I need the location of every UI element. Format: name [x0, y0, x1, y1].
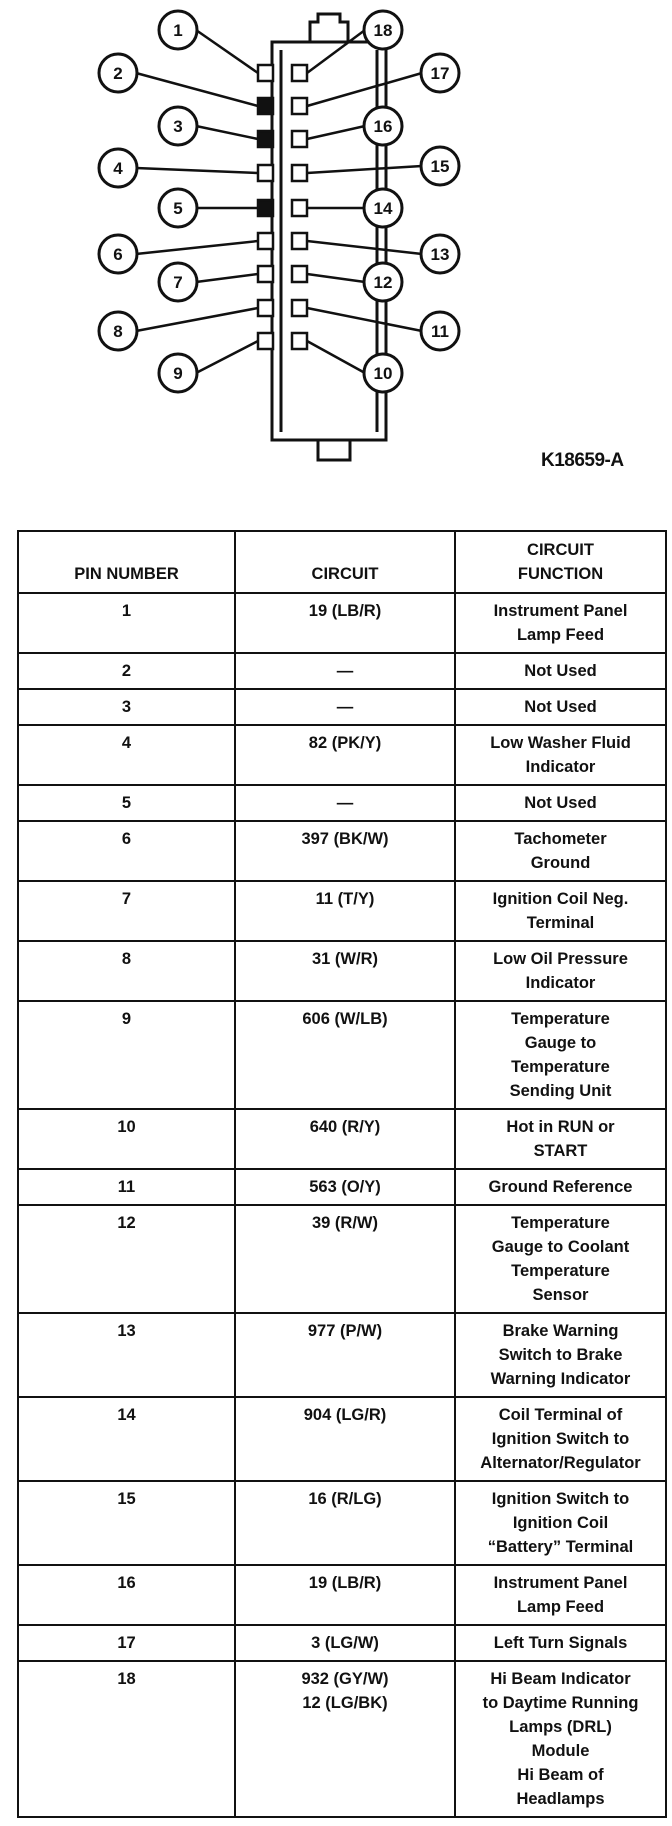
circuit-cell: 640 (R/Y) [235, 1109, 455, 1169]
table-row [18, 941, 666, 1001]
pin-callout-label: 6 [113, 245, 123, 264]
header-pin-number: PIN NUMBER [18, 531, 235, 593]
leader-line-9 [196, 341, 258, 373]
pin-slot-10 [292, 333, 307, 349]
circuit-function-cell: Ignition Switch to Ignition Coil “Battery” Terminal [455, 1481, 666, 1565]
pin-callout-label: 3 [173, 117, 183, 136]
pin-callout-label: 13 [430, 245, 450, 264]
leader-line-10 [307, 341, 365, 373]
pin-callout-label: 2 [113, 64, 123, 83]
pin-table-body [18, 593, 666, 1817]
pin-callout-label: 10 [373, 364, 393, 383]
circuit-cell: 11 (T/Y) [235, 881, 455, 941]
circuit-cell: 19 (LB/R) [235, 593, 455, 653]
pin-number-cell: 6 [18, 821, 235, 881]
pin-slot-12 [292, 266, 307, 282]
circuit-cell: 31 (W/R) [235, 941, 455, 1001]
pin-number-cell: 13 [18, 1313, 235, 1397]
pin-number-cell: 2 [18, 653, 235, 689]
table-row [18, 1661, 666, 1817]
pin-number-cell: 1 [18, 593, 235, 653]
circuit-cell: 39 (R/W) [235, 1205, 455, 1313]
circuit-cell: — [235, 689, 455, 725]
table-row [18, 689, 666, 725]
connector-body [272, 14, 386, 460]
pin-slot-8 [258, 300, 273, 316]
leader-line-1 [196, 30, 258, 73]
table-row [18, 1625, 666, 1661]
pin-callout-label: 17 [430, 64, 450, 83]
pin-slot-9 [258, 333, 273, 349]
pin-number-cell: 11 [18, 1169, 235, 1205]
circuit-cell: 977 (P/W) [235, 1313, 455, 1397]
pin-number-cell: 8 [18, 941, 235, 1001]
pin-number-cell: 14 [18, 1397, 235, 1481]
leader-line-4 [136, 168, 258, 173]
circuit-cell: 16 (R/LG) [235, 1481, 455, 1565]
circuit-cell: 82 (PK/Y) [235, 725, 455, 785]
leader-line-6 [136, 241, 258, 254]
connector-diagram [0, 0, 672, 500]
pin-number-cell: 5 [18, 785, 235, 821]
pin-slot-6 [258, 233, 273, 249]
leader-line-3 [196, 126, 258, 139]
pin-slot-16 [292, 131, 307, 147]
pin-number-cell: 9 [18, 1001, 235, 1109]
pin-number-cell: 18 [18, 1661, 235, 1817]
circuit-function-cell: Temperature Gauge to Coolant Temperature Sensor [455, 1205, 666, 1313]
pin-callouts [99, 11, 459, 392]
table-row [18, 1169, 666, 1205]
pin-callout-label: 8 [113, 322, 123, 341]
pin-slot-3 [258, 131, 273, 147]
circuit-function-cell: Not Used [455, 653, 666, 689]
pin-callout-label: 14 [373, 199, 393, 218]
table-row [18, 1001, 666, 1109]
table-row [18, 1397, 666, 1481]
table-row [18, 593, 666, 653]
circuit-function-cell: Left Turn Signals [455, 1625, 666, 1661]
pin-number-cell: 12 [18, 1205, 235, 1313]
leader-line-2 [136, 73, 258, 106]
table-header-row [18, 531, 666, 593]
circuit-cell: — [235, 653, 455, 689]
circuit-function-cell: Low Washer Fluid Indicator [455, 725, 666, 785]
circuit-cell: 3 (LG/W) [235, 1625, 455, 1661]
table-row [18, 653, 666, 689]
figure-id-label: K18659-A [541, 450, 624, 471]
circuit-cell: — [235, 785, 455, 821]
table-row [18, 1481, 666, 1565]
table-row [18, 1205, 666, 1313]
circuit-function-cell: Ground Reference [455, 1169, 666, 1205]
leader-line-13 [307, 241, 422, 254]
circuit-cell: 563 (O/Y) [235, 1169, 455, 1205]
pin-slot-5 [258, 200, 273, 216]
pin-callout-label: 1 [173, 21, 183, 40]
circuit-function-cell: Low Oil Pressure Indicator [455, 941, 666, 1001]
pin-callout-label: 9 [173, 364, 183, 383]
pin-slot-15 [292, 165, 307, 181]
pin-callout-label: 18 [373, 21, 393, 40]
leader-line-7 [196, 274, 258, 282]
pin-callout-label: 15 [430, 157, 450, 176]
table-row [18, 1565, 666, 1625]
pin-slot-2 [258, 98, 273, 114]
table-row [18, 1313, 666, 1397]
pin-number-cell: 16 [18, 1565, 235, 1625]
pin-slot-17 [292, 98, 307, 114]
pin-slot-11 [292, 300, 307, 316]
header-circuit-function: CIRCUIT FUNCTION [455, 531, 666, 593]
pin-callout-label: 11 [431, 322, 449, 341]
circuit-function-cell: Hi Beam Indicator to Daytime Running Lamps (DRL) Module Hi Beam of Headlamps [455, 1661, 666, 1817]
leader-line-17 [307, 73, 422, 106]
pin-callout-label: 5 [173, 199, 183, 218]
circuit-function-cell: Tachometer Ground [455, 821, 666, 881]
circuit-cell: 606 (W/LB) [235, 1001, 455, 1109]
pin-callout-label: 16 [373, 117, 393, 136]
pin-number-cell: 15 [18, 1481, 235, 1565]
circuit-function-cell: Instrument Panel Lamp Feed [455, 1565, 666, 1625]
pin-number-cell: 10 [18, 1109, 235, 1169]
pin-number-cell: 3 [18, 689, 235, 725]
pin-callout-label: 7 [173, 273, 183, 292]
pin-number-cell: 7 [18, 881, 235, 941]
pin-slot-4 [258, 165, 273, 181]
circuit-function-cell: Coil Terminal of Ignition Switch to Alternator/Regulator [455, 1397, 666, 1481]
leader-line-12 [307, 274, 365, 282]
pin-slot-14 [292, 200, 307, 216]
circuit-function-cell: Ignition Coil Neg. Terminal [455, 881, 666, 941]
header-circuit: CIRCUIT [235, 531, 455, 593]
table-row [18, 785, 666, 821]
pin-slot-1 [258, 65, 273, 81]
circuit-cell: 19 (LB/R) [235, 1565, 455, 1625]
pin-slot-7 [258, 266, 273, 282]
leader-line-15 [307, 166, 422, 173]
pin-table [17, 530, 667, 1818]
pin-number-cell: 4 [18, 725, 235, 785]
leader-line-8 [136, 308, 258, 331]
circuit-function-cell: Hot in RUN or START [455, 1109, 666, 1169]
leader-line-18 [307, 30, 365, 73]
circuit-cell: 932 (GY/W) 12 (LG/BK) [235, 1661, 455, 1817]
table-row [18, 881, 666, 941]
table-row [18, 725, 666, 785]
leader-line-11 [307, 308, 422, 331]
circuit-cell: 397 (BK/W) [235, 821, 455, 881]
circuit-function-cell: Instrument Panel Lamp Feed [455, 593, 666, 653]
circuit-function-cell: Temperature Gauge to Temperature Sending Unit [455, 1001, 666, 1109]
table-row [18, 1109, 666, 1169]
pin-number-cell: 17 [18, 1625, 235, 1661]
pin-slot-18 [292, 65, 307, 81]
circuit-function-cell: Not Used [455, 785, 666, 821]
table-row [18, 821, 666, 881]
leader-line-16 [307, 126, 365, 139]
circuit-function-cell: Not Used [455, 689, 666, 725]
pin-callout-label: 4 [113, 159, 123, 178]
pin-callout-label: 12 [373, 273, 393, 292]
circuit-cell: 904 (LG/R) [235, 1397, 455, 1481]
circuit-function-cell: Brake Warning Switch to Brake Warning Indicator [455, 1313, 666, 1397]
pin-slot-13 [292, 233, 307, 249]
